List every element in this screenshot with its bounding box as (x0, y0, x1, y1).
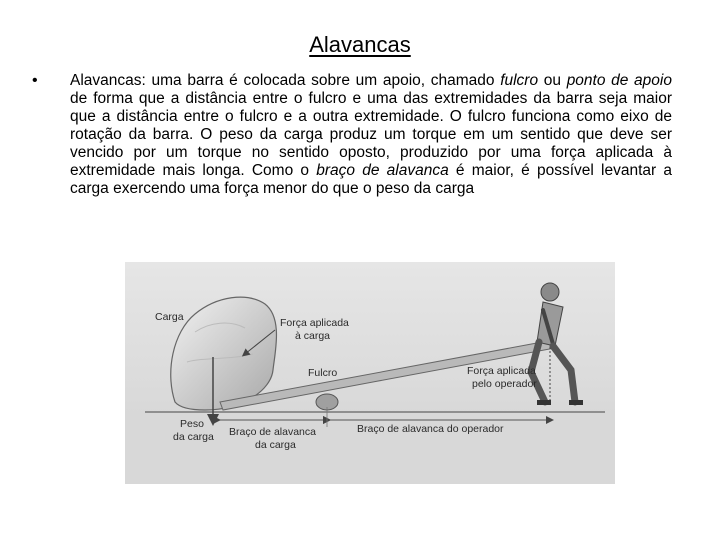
label-forca-operador-2: pelo operador (472, 378, 537, 390)
lever-figure (125, 262, 615, 484)
italic-term: ponto de apoio (566, 72, 672, 89)
lever-illustration (125, 262, 615, 484)
text-segment: é maior, é possível levantar a carga exercendo uma força menor do que o peso da carga (70, 162, 672, 197)
text-segment: ou (538, 72, 567, 89)
label-forca-operador-1: Força aplicada (467, 365, 536, 377)
label-peso-1: Peso (180, 418, 204, 430)
bullet-text (70, 72, 672, 198)
label-forca-carga-1: Força aplicada (280, 317, 349, 329)
label-braco-carga-1: Braço de alavanca (229, 426, 316, 438)
slide-title: Alavancas (309, 32, 411, 57)
text-segment: de forma que a distância entre o fulcro e uma das extremidades da barra seja maior que a distância entre o fulcro e a outra extremidade. O fulcro funciona como eixo de rotação da barra. O peso da carga produz um torque em um sentido que deve ser vencido por um torque no sentido oposto, produzido por uma força aplicada à extremidade mais longa. Como o (70, 90, 672, 179)
label-forca-carga-2: à carga (295, 330, 331, 342)
text-segment: Alavancas: uma barra é colocada sobre um apoio, chamado (70, 72, 501, 89)
italic-term: braço de alavanca (316, 162, 449, 179)
label-fulcro: Fulcro (308, 367, 338, 379)
label-braco-carga-2: da carga (255, 439, 296, 451)
label-carga: Carga (155, 311, 184, 323)
label-peso-2: da carga (173, 431, 214, 443)
label-braco-operador: Braço de alavanca do operador (357, 423, 504, 435)
bullet-marker: • (32, 72, 38, 89)
italic-term: fulcro (500, 72, 539, 89)
